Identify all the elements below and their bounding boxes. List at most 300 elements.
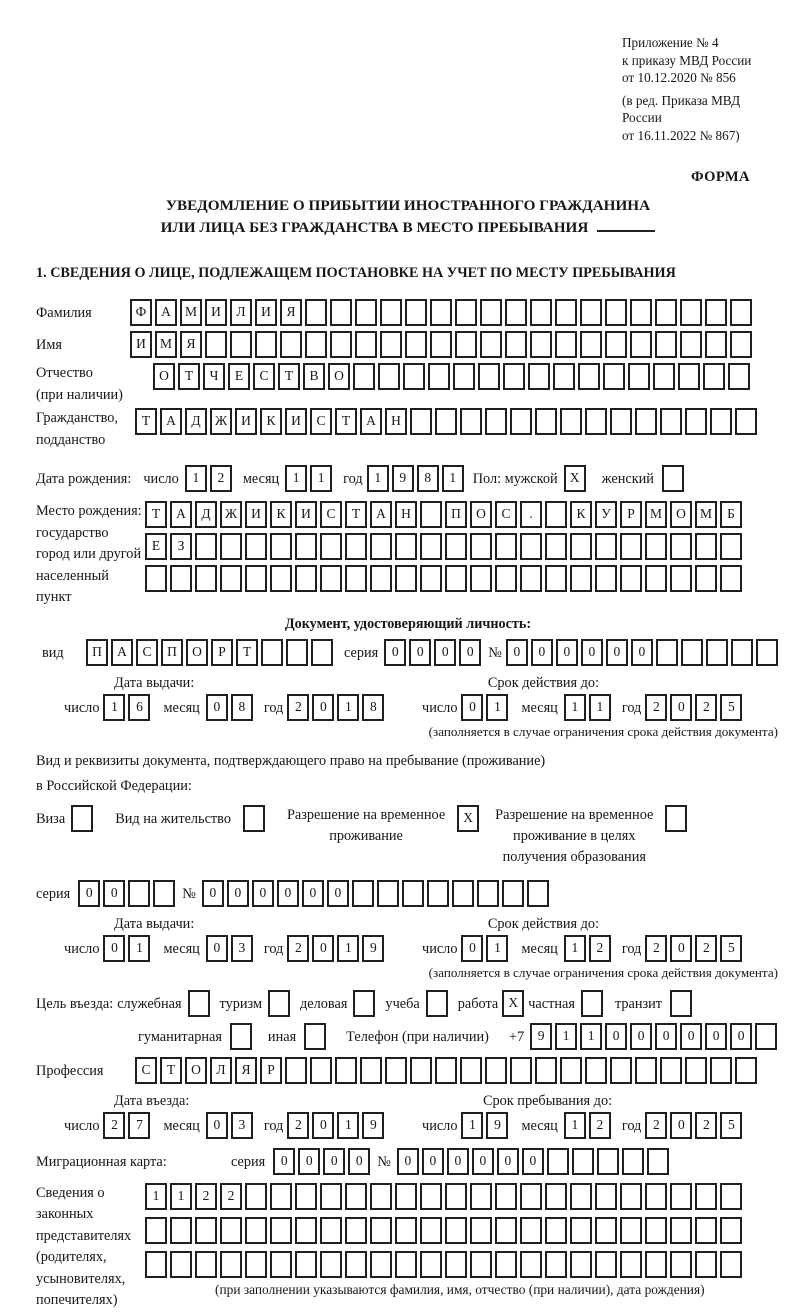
char-cell[interactable]: 0 <box>103 935 125 962</box>
char-cell[interactable]: 1 <box>486 694 508 721</box>
char-cell[interactable] <box>635 408 657 435</box>
char-cell[interactable] <box>145 1217 167 1244</box>
char-cell[interactable] <box>630 331 652 358</box>
char-cell[interactable]: И <box>255 299 277 326</box>
char-cell[interactable]: 0 <box>531 639 553 666</box>
char-cell[interactable] <box>520 1217 542 1244</box>
char-cell[interactable] <box>261 639 283 666</box>
purpose-study-checkbox[interactable] <box>426 990 448 1017</box>
char-cell[interactable]: 2 <box>589 935 611 962</box>
char-cell[interactable] <box>530 299 552 326</box>
char-cell[interactable]: И <box>235 408 257 435</box>
char-cell[interactable] <box>680 331 702 358</box>
char-cell[interactable]: 0 <box>397 1148 419 1175</box>
char-cell[interactable]: 0 <box>227 880 249 907</box>
char-cell[interactable] <box>352 880 374 907</box>
char-cell[interactable] <box>377 880 399 907</box>
char-cell[interactable]: 0 <box>705 1023 727 1050</box>
char-cell[interactable]: 0 <box>206 935 228 962</box>
char-cell[interactable] <box>310 1057 332 1084</box>
char-cell[interactable] <box>355 331 377 358</box>
char-cell[interactable]: 0 <box>348 1148 370 1175</box>
char-cell[interactable]: 0 <box>670 1112 692 1139</box>
char-cell[interactable]: 7 <box>128 1112 150 1139</box>
char-cell[interactable] <box>570 1251 592 1278</box>
char-cell[interactable] <box>570 1183 592 1210</box>
char-cell[interactable] <box>660 1057 682 1084</box>
char-cell[interactable] <box>705 299 727 326</box>
char-cell[interactable] <box>470 565 492 592</box>
char-cell[interactable] <box>681 639 703 666</box>
char-cell[interactable]: М <box>155 331 177 358</box>
char-cell[interactable]: И <box>285 408 307 435</box>
char-cell[interactable]: 9 <box>362 935 384 962</box>
char-cell[interactable] <box>395 1251 417 1278</box>
char-cell[interactable]: М <box>695 501 717 528</box>
char-cell[interactable]: 0 <box>202 880 224 907</box>
char-cell[interactable] <box>295 533 317 560</box>
char-cell[interactable]: 2 <box>287 1112 309 1139</box>
char-cell[interactable] <box>720 1251 742 1278</box>
char-cell[interactable] <box>470 533 492 560</box>
char-cell[interactable]: Д <box>195 501 217 528</box>
char-cell[interactable] <box>170 1217 192 1244</box>
char-cell[interactable] <box>445 1217 467 1244</box>
char-cell[interactable]: 5 <box>720 694 742 721</box>
char-cell[interactable] <box>597 1148 619 1175</box>
char-cell[interactable] <box>428 363 450 390</box>
char-cell[interactable] <box>670 565 692 592</box>
char-cell[interactable]: 8 <box>362 694 384 721</box>
char-cell[interactable]: Т <box>345 501 367 528</box>
char-cell[interactable] <box>655 331 677 358</box>
char-cell[interactable] <box>502 880 524 907</box>
char-cell[interactable]: 0 <box>302 880 324 907</box>
char-cell[interactable]: О <box>153 363 175 390</box>
char-cell[interactable] <box>645 1217 667 1244</box>
char-cell[interactable]: 0 <box>506 639 528 666</box>
char-cell[interactable]: Е <box>228 363 250 390</box>
char-cell[interactable] <box>295 1251 317 1278</box>
char-cell[interactable] <box>245 533 267 560</box>
char-cell[interactable] <box>730 299 752 326</box>
char-cell[interactable] <box>645 1183 667 1210</box>
char-cell[interactable] <box>670 1183 692 1210</box>
char-cell[interactable] <box>595 533 617 560</box>
char-cell[interactable] <box>195 533 217 560</box>
char-cell[interactable] <box>520 1183 542 1210</box>
char-cell[interactable] <box>345 1251 367 1278</box>
char-cell[interactable] <box>435 408 457 435</box>
char-cell[interactable] <box>402 880 424 907</box>
char-cell[interactable] <box>505 331 527 358</box>
char-cell[interactable] <box>527 880 549 907</box>
char-cell[interactable]: 2 <box>287 935 309 962</box>
char-cell[interactable] <box>410 408 432 435</box>
sex-female-checkbox[interactable] <box>662 465 684 492</box>
char-cell[interactable] <box>420 1251 442 1278</box>
char-cell[interactable] <box>345 533 367 560</box>
char-cell[interactable] <box>635 1057 657 1084</box>
char-cell[interactable] <box>455 331 477 358</box>
purpose-transit-checkbox[interactable] <box>670 990 692 1017</box>
char-cell[interactable] <box>405 299 427 326</box>
char-cell[interactable] <box>395 565 417 592</box>
char-cell[interactable] <box>311 639 333 666</box>
char-cell[interactable] <box>495 1183 517 1210</box>
char-cell[interactable] <box>345 1217 367 1244</box>
char-cell[interactable] <box>595 1251 617 1278</box>
char-cell[interactable] <box>485 408 507 435</box>
char-cell[interactable] <box>470 1217 492 1244</box>
char-cell[interactable]: Н <box>385 408 407 435</box>
char-cell[interactable] <box>595 565 617 592</box>
char-cell[interactable] <box>370 565 392 592</box>
char-cell[interactable] <box>585 1057 607 1084</box>
char-cell[interactable] <box>560 1057 582 1084</box>
char-cell[interactable] <box>678 363 700 390</box>
char-cell[interactable] <box>380 299 402 326</box>
char-cell[interactable]: Я <box>235 1057 257 1084</box>
char-cell[interactable]: 2 <box>195 1183 217 1210</box>
char-cell[interactable]: 0 <box>670 935 692 962</box>
char-cell[interactable]: И <box>245 501 267 528</box>
char-cell[interactable]: 0 <box>447 1148 469 1175</box>
char-cell[interactable] <box>335 1057 357 1084</box>
char-cell[interactable]: С <box>136 639 158 666</box>
char-cell[interactable]: 1 <box>285 465 307 492</box>
visa-checkbox[interactable] <box>71 805 93 832</box>
char-cell[interactable] <box>705 331 727 358</box>
char-cell[interactable]: 9 <box>530 1023 552 1050</box>
char-cell[interactable] <box>145 565 167 592</box>
char-cell[interactable] <box>420 533 442 560</box>
char-cell[interactable] <box>645 565 667 592</box>
char-cell[interactable] <box>720 1217 742 1244</box>
char-cell[interactable]: К <box>260 408 282 435</box>
char-cell[interactable]: Т <box>178 363 200 390</box>
char-cell[interactable]: Т <box>145 501 167 528</box>
char-cell[interactable]: 0 <box>605 1023 627 1050</box>
char-cell[interactable] <box>620 1251 642 1278</box>
char-cell[interactable] <box>455 299 477 326</box>
char-cell[interactable] <box>735 1057 757 1084</box>
char-cell[interactable] <box>445 1183 467 1210</box>
char-cell[interactable] <box>245 1251 267 1278</box>
char-cell[interactable]: 0 <box>327 880 349 907</box>
char-cell[interactable]: 0 <box>273 1148 295 1175</box>
char-cell[interactable]: К <box>570 501 592 528</box>
char-cell[interactable]: 2 <box>287 694 309 721</box>
char-cell[interactable]: З <box>170 533 192 560</box>
char-cell[interactable] <box>320 1183 342 1210</box>
char-cell[interactable] <box>545 1251 567 1278</box>
char-cell[interactable] <box>553 363 575 390</box>
char-cell[interactable]: 2 <box>645 935 667 962</box>
char-cell[interactable] <box>353 363 375 390</box>
char-cell[interactable]: 2 <box>645 1112 667 1139</box>
char-cell[interactable] <box>445 1251 467 1278</box>
char-cell[interactable] <box>695 565 717 592</box>
char-cell[interactable]: Т <box>335 408 357 435</box>
char-cell[interactable] <box>295 565 317 592</box>
char-cell[interactable]: 2 <box>210 465 232 492</box>
char-cell[interactable] <box>395 1217 417 1244</box>
char-cell[interactable] <box>320 533 342 560</box>
char-cell[interactable]: 1 <box>442 465 464 492</box>
char-cell[interactable]: 5 <box>720 1112 742 1139</box>
char-cell[interactable]: 0 <box>461 694 483 721</box>
char-cell[interactable] <box>220 1217 242 1244</box>
char-cell[interactable] <box>706 639 728 666</box>
char-cell[interactable] <box>656 639 678 666</box>
char-cell[interactable] <box>370 1251 392 1278</box>
char-cell[interactable] <box>395 533 417 560</box>
char-cell[interactable]: Т <box>278 363 300 390</box>
char-cell[interactable]: 0 <box>655 1023 677 1050</box>
char-cell[interactable]: 1 <box>486 935 508 962</box>
char-cell[interactable] <box>545 565 567 592</box>
char-cell[interactable]: 1 <box>103 694 125 721</box>
char-cell[interactable]: 2 <box>695 694 717 721</box>
char-cell[interactable] <box>545 533 567 560</box>
char-cell[interactable]: 0 <box>434 639 456 666</box>
char-cell[interactable]: Ч <box>203 363 225 390</box>
char-cell[interactable]: С <box>320 501 342 528</box>
char-cell[interactable] <box>485 1057 507 1084</box>
char-cell[interactable]: 1 <box>310 465 332 492</box>
char-cell[interactable]: Т <box>135 408 157 435</box>
char-cell[interactable] <box>270 533 292 560</box>
char-cell[interactable]: 1 <box>564 694 586 721</box>
char-cell[interactable]: 0 <box>461 935 483 962</box>
char-cell[interactable] <box>305 331 327 358</box>
char-cell[interactable]: Л <box>230 299 252 326</box>
char-cell[interactable]: И <box>130 331 152 358</box>
char-cell[interactable]: 9 <box>486 1112 508 1139</box>
char-cell[interactable]: О <box>186 639 208 666</box>
char-cell[interactable] <box>595 1217 617 1244</box>
char-cell[interactable]: 2 <box>645 694 667 721</box>
char-cell[interactable] <box>445 565 467 592</box>
char-cell[interactable]: 1 <box>170 1183 192 1210</box>
char-cell[interactable]: 1 <box>337 1112 359 1139</box>
char-cell[interactable] <box>655 299 677 326</box>
char-cell[interactable] <box>570 533 592 560</box>
char-cell[interactable]: 2 <box>589 1112 611 1139</box>
char-cell[interactable] <box>555 299 577 326</box>
char-cell[interactable] <box>477 880 499 907</box>
char-cell[interactable] <box>695 1251 717 1278</box>
char-cell[interactable]: 1 <box>564 1112 586 1139</box>
char-cell[interactable] <box>378 363 400 390</box>
char-cell[interactable] <box>703 363 725 390</box>
char-cell[interactable]: А <box>170 501 192 528</box>
char-cell[interactable] <box>605 331 627 358</box>
char-cell[interactable] <box>755 1023 777 1050</box>
char-cell[interactable] <box>435 1057 457 1084</box>
char-cell[interactable] <box>420 1217 442 1244</box>
purpose-official-checkbox[interactable] <box>188 990 210 1017</box>
char-cell[interactable] <box>420 501 442 528</box>
char-cell[interactable] <box>570 1217 592 1244</box>
char-cell[interactable]: С <box>135 1057 157 1084</box>
char-cell[interactable]: 0 <box>581 639 603 666</box>
char-cell[interactable]: С <box>253 363 275 390</box>
char-cell[interactable] <box>430 299 452 326</box>
char-cell[interactable]: П <box>86 639 108 666</box>
char-cell[interactable] <box>580 331 602 358</box>
char-cell[interactable]: 2 <box>103 1112 125 1139</box>
char-cell[interactable]: 0 <box>630 1023 652 1050</box>
char-cell[interactable] <box>403 363 425 390</box>
char-cell[interactable]: 1 <box>564 935 586 962</box>
char-cell[interactable]: 0 <box>103 880 125 907</box>
char-cell[interactable] <box>628 363 650 390</box>
char-cell[interactable] <box>360 1057 382 1084</box>
char-cell[interactable] <box>445 533 467 560</box>
char-cell[interactable] <box>345 1183 367 1210</box>
char-cell[interactable]: 0 <box>606 639 628 666</box>
char-cell[interactable] <box>245 1183 267 1210</box>
char-cell[interactable] <box>478 363 500 390</box>
char-cell[interactable]: 0 <box>206 1112 228 1139</box>
purpose-humanitarian-checkbox[interactable] <box>230 1023 252 1050</box>
char-cell[interactable]: Ж <box>210 408 232 435</box>
purpose-tourism-checkbox[interactable] <box>268 990 290 1017</box>
char-cell[interactable] <box>630 299 652 326</box>
char-cell[interactable] <box>370 1217 392 1244</box>
char-cell[interactable]: П <box>161 639 183 666</box>
char-cell[interactable]: А <box>160 408 182 435</box>
char-cell[interactable]: 9 <box>362 1112 384 1139</box>
char-cell[interactable] <box>680 299 702 326</box>
char-cell[interactable]: 9 <box>392 465 414 492</box>
char-cell[interactable] <box>270 1217 292 1244</box>
char-cell[interactable] <box>270 565 292 592</box>
char-cell[interactable] <box>305 299 327 326</box>
char-cell[interactable] <box>245 565 267 592</box>
char-cell[interactable] <box>720 1183 742 1210</box>
char-cell[interactable] <box>195 1251 217 1278</box>
char-cell[interactable]: М <box>645 501 667 528</box>
char-cell[interactable] <box>545 501 567 528</box>
char-cell[interactable]: Б <box>720 501 742 528</box>
char-cell[interactable] <box>547 1148 569 1175</box>
char-cell[interactable]: Р <box>260 1057 282 1084</box>
char-cell[interactable] <box>460 408 482 435</box>
char-cell[interactable] <box>495 565 517 592</box>
char-cell[interactable]: 2 <box>695 935 717 962</box>
char-cell[interactable]: У <box>595 501 617 528</box>
char-cell[interactable]: 0 <box>670 694 692 721</box>
char-cell[interactable] <box>545 1217 567 1244</box>
char-cell[interactable]: О <box>670 501 692 528</box>
char-cell[interactable]: 1 <box>461 1112 483 1139</box>
char-cell[interactable] <box>620 565 642 592</box>
char-cell[interactable] <box>695 533 717 560</box>
char-cell[interactable]: 0 <box>522 1148 544 1175</box>
char-cell[interactable] <box>720 565 742 592</box>
char-cell[interactable] <box>695 1217 717 1244</box>
char-cell[interactable] <box>420 1183 442 1210</box>
char-cell[interactable]: 0 <box>252 880 274 907</box>
char-cell[interactable]: Я <box>280 299 302 326</box>
char-cell[interactable] <box>205 331 227 358</box>
char-cell[interactable]: 0 <box>680 1023 702 1050</box>
char-cell[interactable] <box>555 331 577 358</box>
char-cell[interactable] <box>410 1057 432 1084</box>
char-cell[interactable]: 0 <box>472 1148 494 1175</box>
char-cell[interactable]: О <box>328 363 350 390</box>
char-cell[interactable]: П <box>445 501 467 528</box>
char-cell[interactable] <box>320 1251 342 1278</box>
char-cell[interactable] <box>622 1148 644 1175</box>
char-cell[interactable]: 0 <box>730 1023 752 1050</box>
char-cell[interactable] <box>620 1217 642 1244</box>
char-cell[interactable]: 0 <box>409 639 431 666</box>
char-cell[interactable] <box>128 880 150 907</box>
char-cell[interactable]: М <box>180 299 202 326</box>
char-cell[interactable] <box>145 1251 167 1278</box>
char-cell[interactable]: 1 <box>145 1183 167 1210</box>
char-cell[interactable] <box>427 880 449 907</box>
purpose-private-checkbox[interactable] <box>581 990 603 1017</box>
char-cell[interactable] <box>647 1148 669 1175</box>
char-cell[interactable]: 0 <box>631 639 653 666</box>
char-cell[interactable]: А <box>360 408 382 435</box>
char-cell[interactable] <box>695 1183 717 1210</box>
char-cell[interactable] <box>520 533 542 560</box>
char-cell[interactable] <box>720 533 742 560</box>
char-cell[interactable] <box>580 299 602 326</box>
char-cell[interactable] <box>520 565 542 592</box>
char-cell[interactable] <box>453 363 475 390</box>
char-cell[interactable] <box>605 299 627 326</box>
char-cell[interactable]: Р <box>211 639 233 666</box>
char-cell[interactable]: 1 <box>555 1023 577 1050</box>
char-cell[interactable] <box>535 1057 557 1084</box>
char-cell[interactable] <box>355 299 377 326</box>
char-cell[interactable]: 0 <box>556 639 578 666</box>
char-cell[interactable] <box>570 565 592 592</box>
char-cell[interactable] <box>495 533 517 560</box>
char-cell[interactable] <box>295 1183 317 1210</box>
char-cell[interactable]: 2 <box>695 1112 717 1139</box>
char-cell[interactable]: 1 <box>580 1023 602 1050</box>
char-cell[interactable] <box>255 331 277 358</box>
char-cell[interactable] <box>460 1057 482 1084</box>
char-cell[interactable] <box>380 331 402 358</box>
char-cell[interactable]: Р <box>620 501 642 528</box>
purpose-work-checkbox[interactable]: X <box>502 990 524 1017</box>
char-cell[interactable] <box>735 408 757 435</box>
char-cell[interactable] <box>660 408 682 435</box>
temp-residence-checkbox[interactable]: X <box>457 805 479 832</box>
char-cell[interactable] <box>710 1057 732 1084</box>
char-cell[interactable]: 8 <box>231 694 253 721</box>
char-cell[interactable] <box>170 1251 192 1278</box>
char-cell[interactable]: . <box>520 501 542 528</box>
char-cell[interactable]: Л <box>210 1057 232 1084</box>
char-cell[interactable] <box>285 1057 307 1084</box>
purpose-other-checkbox[interactable] <box>304 1023 326 1050</box>
char-cell[interactable] <box>503 363 525 390</box>
char-cell[interactable] <box>420 565 442 592</box>
char-cell[interactable] <box>370 533 392 560</box>
char-cell[interactable] <box>528 363 550 390</box>
purpose-business-checkbox[interactable] <box>353 990 375 1017</box>
